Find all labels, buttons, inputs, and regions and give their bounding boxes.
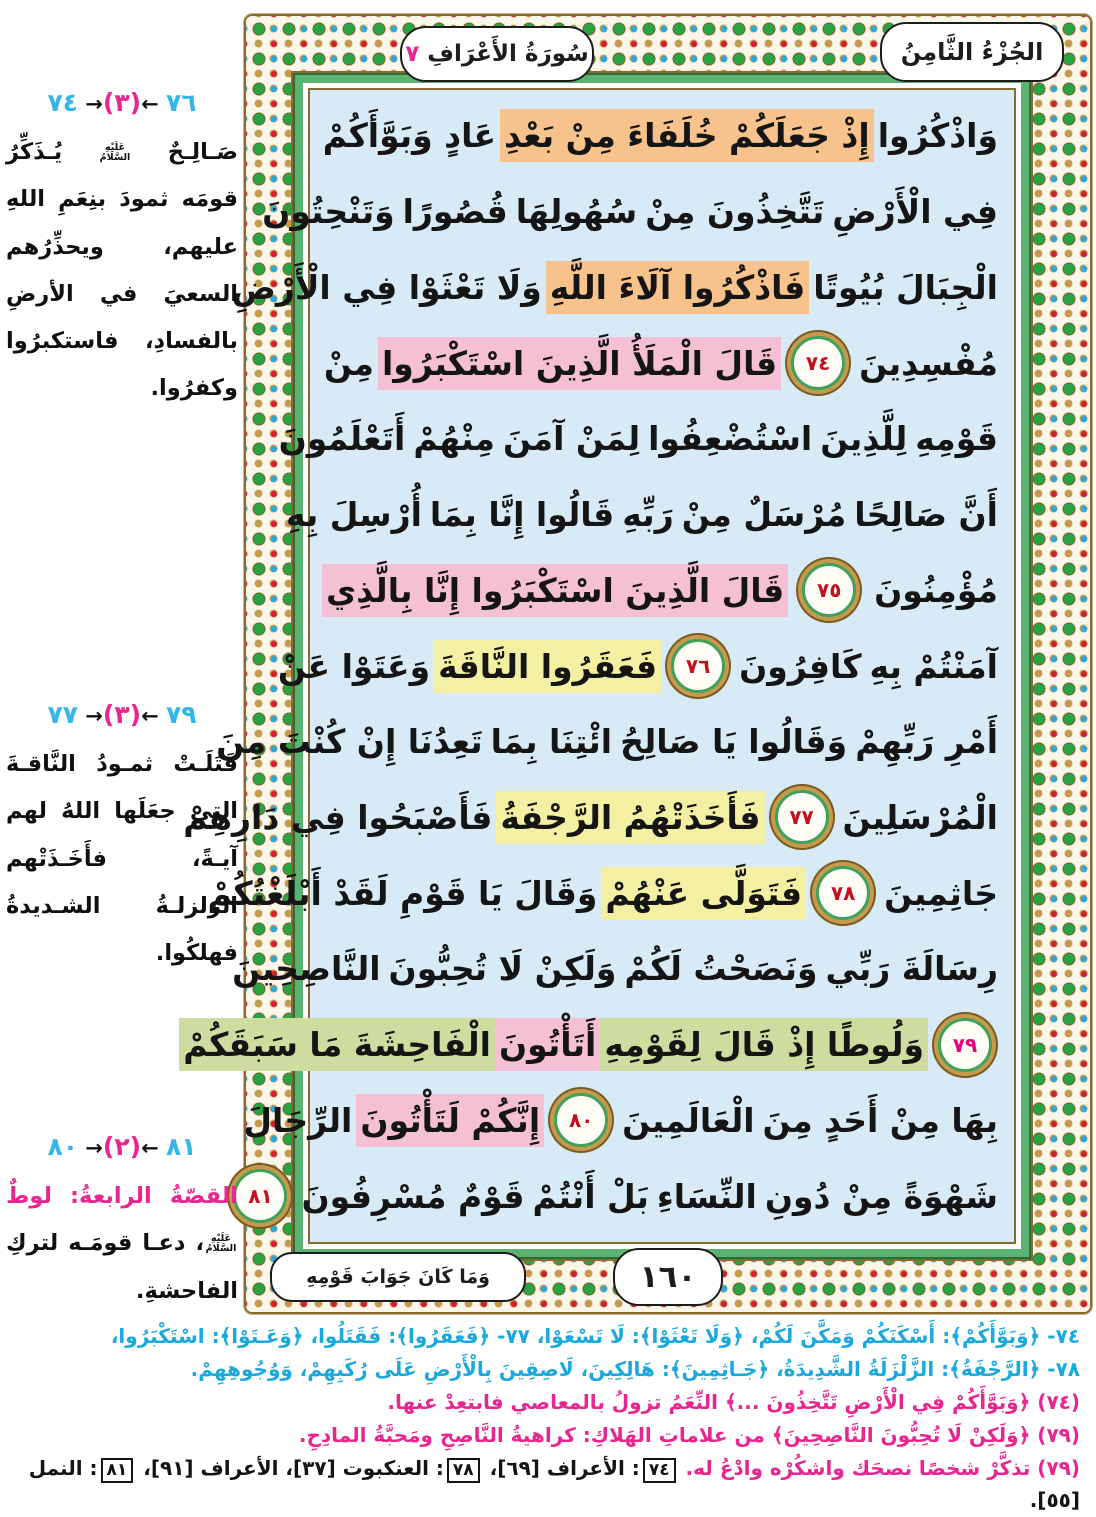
quran-text-segment: وَقَالُوا يَا صَالِحُ [620, 722, 848, 762]
quran-text-segment: النِّسَاءِ [656, 1176, 757, 1216]
quran-text-segment: عَادٍ وَبَوَّأَكُمْ [322, 116, 497, 156]
surah-title: سُورَةُ الأَعْرَافِ [427, 41, 589, 67]
footnote-text: (٧٩) ﴿وَلَكِنْ لَا تُحِبُّونَ النَّاصِحِينَ﴾ من علاماتِ الهَلاكِ: كراهيةُ النَّاصِحِ ومَحبَّةُ المادِحِ. [298, 1423, 1080, 1447]
quran-highlighted-segment: إِنَّكُمْ لَتَأْتُونَ [356, 1094, 544, 1147]
verse-number-medallion: ٧٧ [775, 790, 829, 844]
left-arrow-icon: ← [141, 1136, 166, 1160]
quran-text-segment: وَقَالَ يَا قَوْمِ لَقَدْ أَبْلَغْتُكُمْ [207, 873, 598, 913]
quran-highlighted-segment: وَلُوطًا إِذْ قَالَ لِقَوْمِهِ [600, 1018, 928, 1071]
footnote-line [8, 1452, 1080, 1516]
verse-range-header [6, 1132, 238, 1161]
footnote-text: ٧٤- ﴿وَبَوَّأَكُمْ﴾: أَسْكَنَكُمْ وَمَكَّنَ لَكُمْ، ﴿وَلَا تَعْثَوْا﴾: لَا تَسْعَوْا، ٧٧- ﴿فَعَقَرُوا﴾: فَقَتَلُوا، ﴿وَعَـتَوْا﴾: اسْتَكْبَرُوا، [110, 1324, 1080, 1348]
quran-text-segment: وَتَنْحِتُونَ [262, 192, 395, 232]
verse-number-medallion: ٧٦ [671, 639, 725, 693]
right-arrow-icon: → [78, 1136, 103, 1160]
quran-highlighted-segment: قَالَ الَّذِينَ اسْتَكْبَرُوا إِنَّا بِالَّذِي [322, 564, 788, 617]
verse-number-medallion: ٧٤ [791, 336, 845, 390]
quran-text-segment: اسْتُضْعِفُوا [648, 419, 813, 459]
page-number: ١٦٠ [639, 1259, 697, 1295]
quran-line [207, 855, 1002, 931]
cross-reference-verse-box: ٧٨ [447, 1458, 480, 1483]
range-start-number: ٧٤ [47, 88, 78, 117]
verse-count: (٣) [102, 88, 142, 117]
quran-line [322, 552, 1002, 628]
next-page-catchword: وَمَا كَانَ جَوَابَ قَوْمِهِ [306, 1266, 490, 1288]
quran-highlighted-segment: فَتَوَلَّى عَنْهُمْ [601, 867, 806, 920]
footnote-line [8, 1419, 1080, 1451]
quran-text-segment: بَلْ أَنْتُمْ [532, 1176, 649, 1216]
verse-number-medallion: ٧٨ [816, 866, 870, 920]
quran-text-segment: تَتَّخِذُونَ مِنْ [645, 192, 825, 232]
quran-text-segment: الْجِبَالَ بُيُوتًا [813, 267, 998, 307]
right-arrow-icon: → [78, 704, 103, 728]
verse-range-header [6, 88, 238, 117]
footnote-line [8, 1353, 1080, 1385]
quran-line [248, 1158, 1002, 1234]
range-end-number: ٧٦ [165, 88, 197, 117]
margin-note [6, 1132, 238, 1315]
quran-line [262, 174, 1002, 250]
alayhi-salam-symbol: عَلَيْهِ السَّلَامُ [205, 1232, 237, 1254]
juz-title-cartouche [880, 22, 1064, 82]
quran-text-segment: وَلَكِنْ لَا تُحِبُّونَ [388, 949, 617, 989]
quran-text-segment: أَتَعْلَمُونَ [278, 419, 406, 459]
verse-number-medallion: ٧٩ [938, 1018, 992, 1072]
quran-text-segment: النَّاصِحِينَ [232, 949, 381, 989]
verse-range-header [6, 700, 238, 729]
quran-text-segment: مُفْسِدِينَ [859, 343, 998, 383]
quran-line [285, 477, 1002, 553]
quran-line [232, 931, 1002, 1007]
footnotes-section [8, 1320, 1080, 1517]
quran-highlighted-segment: أَتَأْتُونَ [495, 1018, 600, 1071]
quran-text-segment: أُرْسِلَ بِهِ [285, 495, 422, 535]
quran-text-segment: أَنَّ صَالِحًا [854, 495, 998, 535]
quran-text-segment: بِهَا مِنْ أَحَدٍ مِنَ [762, 1100, 998, 1140]
quran-text-segment: آمَنْتُمْ بِهِ [869, 646, 998, 686]
footnote-line [8, 1320, 1080, 1352]
quran-text-segment: مِنْ [323, 343, 374, 383]
quran-text-segment: وَاذْكُرُوا [877, 116, 998, 156]
quran-highlighted-segment: إِذْ جَعَلَكُمْ خُلَفَاءَ مِنْ بَعْدِ [500, 109, 874, 162]
quran-text-segment: قُصُورًا [402, 192, 508, 232]
quran-line [243, 1083, 1002, 1159]
quran-text-segment: وَلَا تَعْثَوْا فِي الْأَرْضِ [231, 267, 542, 307]
footnote-text: (٧٩) تذكَّرْ شخصًا نصحَك واشكُرْه وادْعُ له. [678, 1456, 1080, 1480]
quran-text-segment: فِي الْأَرْضِ [832, 192, 998, 232]
juz-title: الجُزْءُ الثَّامِنُ [900, 38, 1044, 66]
quran-line [183, 780, 1002, 856]
margin-note-part: يُـذَكِّرُ قومَه ثمودَ بنِعَمِ اللهِ عليهم، ويحذِّرُهم السعيَ في الأرضِ بالفسادِ، فاستكبرُوا وكفرُوا. [6, 139, 238, 402]
left-arrow-icon: ← [141, 704, 166, 728]
quran-text-segment: تَعِدُنَا إِنْ كُنْتَ مِنَ [216, 722, 483, 762]
quran-text-segment: قَالُوا إِنَّا بِمَا [429, 495, 615, 535]
quran-text-segment: مِنْهُمْ [413, 419, 495, 459]
verse-count: (٣) [102, 700, 142, 729]
margin-note-text [6, 129, 238, 413]
quran-text-segment: كَافِرُونَ [739, 646, 862, 686]
page-number-cartouche [613, 1248, 723, 1306]
verse-number-medallion: ٨١ [233, 1169, 287, 1223]
quran-text-segment: سُهُولِهَا [515, 192, 638, 232]
margin-note-text [6, 1173, 238, 1315]
quran-text-segment: رَبِّهِ [622, 495, 674, 535]
verse-count: (٢) [102, 1132, 142, 1161]
quran-text-segment: وَعَتَوْا عَنْ [277, 646, 431, 686]
left-arrow-icon: ← [141, 92, 166, 116]
quran-line [231, 249, 1002, 325]
footnote-text: : الأعراف [٦٩]، [482, 1456, 640, 1480]
margin-note-part: القصّةُ الرابعةُ: لوطٌ [6, 1183, 238, 1209]
surah-title-cartouche [400, 26, 594, 82]
quran-text-segment: لِلَّذِينَ [820, 419, 908, 459]
footnote-text: : النمل [٥٥]. [28, 1456, 1080, 1512]
quran-line [216, 704, 1002, 780]
quran-highlighted-segment: فَاذْكُرُوا آلَاءَ اللَّهِ [546, 261, 809, 314]
range-start-number: ٨٠ [47, 1132, 78, 1161]
quran-text-segment: ائْتِنَا بِمَا [490, 722, 613, 762]
quran-text-segment: قَوْمِهِ [915, 419, 998, 459]
quran-text-segment: مُؤْمِنُونَ [874, 570, 998, 610]
margin-note-part: ، دعـا قومَـه لتركِ الفاحشةِ. [6, 1230, 238, 1304]
quran-line [183, 1007, 1002, 1083]
cross-reference-verse-box: ٨١ [101, 1458, 134, 1483]
quran-text-segment: رِسَالَةَ رَبِّي [825, 949, 998, 989]
quran-text-segment: الْعَالَمِينَ [622, 1100, 755, 1140]
quran-text-segment: مُرْسَلٌ مِنْ [681, 495, 847, 535]
quran-line [278, 401, 1002, 477]
quran-text-segment: أَمْرِ رَبِّهِمْ [855, 722, 998, 762]
quran-text-segment: جَاثِمِينَ [884, 873, 998, 913]
surah-number: ٧ [405, 41, 420, 67]
range-start-number: ٧٧ [47, 700, 78, 729]
quran-text-segment: فَأَصْبَحُوا فِي دَارِهِمْ [183, 797, 493, 837]
quran-text-segment: قَوْمٌ مُسْرِفُونَ [301, 1176, 525, 1216]
verse-number-medallion: ٧٥ [802, 563, 856, 617]
quran-highlighted-segment: فَعَقَرُوا النَّاقَةَ [434, 640, 661, 693]
quran-text-segment: شَهْوَةً مِنْ دُونِ [764, 1176, 998, 1216]
margin-note-part: قَتَلَـتْ ثمـودُ النَّاقـةَ التي جعَلَها اللهُ لهم آيـةً، فأَخَـذَتْهم الزلزلـةُ الشـديدةُ فهلكُوا. [6, 751, 238, 966]
cross-reference-verse-box: ٧٤ [643, 1458, 676, 1483]
quran-highlighted-segment: فَأَخَذَتْهُمُ الرَّجْفَةُ [496, 791, 764, 844]
footnote-text: ٧٨- ﴿الرَّجْفَةُ﴾: الزَّلْزَلَةُ الشَّدِيدَةُ، ﴿جَـاثِمِينَ﴾: هَالِكِينَ، لَاصِقِينَ بِالْأَرْضِ عَلَى رُكَبِهِمْ، وَوُجُوهِهِمْ. [190, 1357, 1080, 1381]
margin-note-part: صَـالِـحٌ [131, 139, 238, 165]
range-end-number: ٧٩ [165, 700, 197, 729]
alayhi-salam-symbol: عَلَيْهِ السَّلَامُ [99, 141, 131, 163]
quran-line [322, 98, 1002, 174]
quran-highlighted-segment: قَالَ الْمَلَأُ الَّذِينَ اسْتَكْبَرُوا [378, 337, 781, 390]
quran-highlighted-segment: الْفَاحِشَةَ مَا سَبَقَكُمْ [179, 1018, 495, 1071]
verse-number-medallion: ٨٠ [554, 1093, 608, 1147]
margin-note [6, 88, 238, 413]
margin-note [6, 700, 238, 977]
footnote-line [8, 1386, 1080, 1418]
quran-text-segment: الرِّجَالَ [243, 1100, 353, 1140]
quran-line [277, 628, 1002, 704]
footnote-text: (٧٤) ﴿وَبَوَّأَكُمْ فِي الْأَرْضِ تَتَّخِذُونَ ...﴾ النِّعَمُ تزولُ بالمعاصي فابتعِدْ عنها. [387, 1390, 1080, 1414]
margin-note-text [6, 741, 238, 977]
catchword-cartouche [270, 1252, 526, 1302]
quran-text-segment: لِمَنْ آمَنَ [502, 419, 641, 459]
quran-line [322, 325, 1002, 401]
quran-text-segment: الْمُرْسَلِينَ [842, 797, 998, 837]
quran-text-segment: وَنَصَحْتُ لَكُمْ [624, 949, 818, 989]
right-arrow-icon: → [78, 92, 103, 116]
range-end-number: ٨١ [165, 1132, 197, 1161]
footnote-text: : العنكبوت [٣٧]، الأعراف [٩١]، [136, 1456, 444, 1480]
